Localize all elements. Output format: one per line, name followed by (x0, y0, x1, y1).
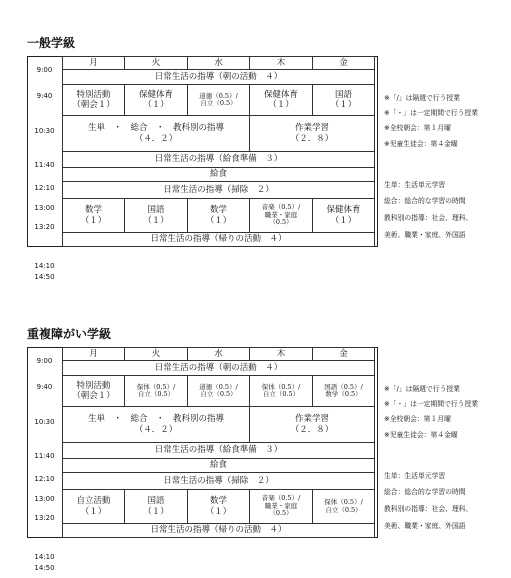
cell-line: 生単 ・ 総合 ・ 教科別の指導 (87, 123, 224, 134)
cell-line: （４．２） (134, 133, 178, 144)
note-line: ※「・」は一定期間で行う授業 (384, 400, 479, 408)
cell-line: 生単 ・ 総合 ・ 教科別の指導 (87, 414, 224, 425)
period5-row (63, 199, 375, 233)
cell-line: （１） (143, 100, 169, 110)
time-label: 9:00 (36, 357, 53, 365)
cell-line: 数学（0.5） (325, 390, 362, 398)
morning-activity-cell: 日常生活の指導（朝の活動 ４） (63, 70, 375, 85)
cell-line: 自立（0.5） (137, 390, 175, 398)
lunch-prep-cell: 日常生活の指導（給食準備 ３） (63, 443, 375, 459)
time-label: 11:40 (34, 452, 55, 460)
block-row (63, 116, 375, 152)
day-header: 金 (313, 348, 375, 361)
cleaning-cell: 日常生活の指導（掃除 ２） (63, 182, 375, 199)
cell-line: 数学 (84, 205, 102, 216)
cell-line: 保健体育 (326, 205, 361, 216)
day-header: 木 (250, 57, 313, 70)
abbreviation-note: 総合：総合的な学習の時間 (384, 197, 466, 205)
note-line: ※「/」は隔週で行う授業 (384, 94, 460, 102)
integrated-study-cell (63, 116, 250, 152)
cell-line: 自立（0.5） (262, 390, 300, 398)
work-study-cell (250, 116, 375, 152)
abbreviation-note: 美術、職業・家庭、外国語 (384, 231, 466, 239)
cell-line: 道徳（0.5）/ (199, 382, 238, 391)
time-label: 9:40 (36, 92, 53, 100)
period5-row (63, 490, 375, 524)
cell-line: （0.5） (269, 509, 293, 518)
going-home-row (63, 524, 375, 538)
cell-line: 作業学習 (294, 123, 329, 134)
cell-line: 道徳（0.5）/ (199, 91, 238, 100)
lunch-row (63, 168, 375, 182)
day-header: 水 (188, 57, 250, 70)
morning-activity-cell: 日常生活の指導（朝の活動 ４） (63, 361, 375, 376)
lunch-prep-cell: 日常生活の指導（給食準備 ３） (63, 152, 375, 168)
cell-line: （１） (143, 506, 169, 517)
period1-cell (250, 85, 313, 116)
period1-cell (250, 376, 313, 407)
day-header-row (63, 57, 375, 70)
day-header: 火 (125, 348, 188, 361)
cell-line: （朝会１） (72, 100, 115, 110)
period5-cell (125, 199, 188, 233)
timetable-grid (62, 56, 375, 247)
cell-line: 音楽（0.5）/ (261, 203, 301, 212)
cell-line: （１） (205, 215, 232, 226)
day-header: 金 (313, 57, 375, 70)
period1-cell (63, 85, 125, 116)
time-label: 13:20 (34, 223, 55, 231)
time-label: 14:50 (34, 273, 55, 281)
cell-line: （0.5） (269, 218, 293, 227)
cell-line: 自立活動 (76, 496, 111, 507)
time-label: 12:10 (34, 184, 55, 192)
time-label: 14:10 (34, 262, 55, 270)
cell-line: 特別活動 (76, 380, 111, 391)
note-line: ※全校朝会：第１月曜 (384, 124, 451, 132)
cell-line: 保体（0.5）/ (324, 498, 363, 507)
period1-cell (125, 376, 188, 407)
lunch-cell: 給食 (63, 168, 375, 182)
time-label: 13:20 (34, 514, 55, 522)
period1-row (63, 376, 375, 407)
time-label: 10:30 (34, 127, 55, 135)
abbreviation-note: 美術、職業・家庭、外国語 (384, 522, 466, 530)
abbreviation-note: 生単：生活単元学習 (384, 181, 446, 189)
period1-cell (188, 85, 250, 116)
period1-cell (188, 376, 250, 407)
period1-cell (313, 85, 375, 116)
lunch-prep-row (63, 443, 375, 459)
cleaning-row (63, 473, 375, 490)
time-label: 9:40 (36, 383, 53, 391)
block-row (63, 407, 375, 443)
period1-cell (125, 85, 188, 116)
lunch-prep-row (63, 152, 375, 168)
period1-cell (63, 376, 125, 407)
integrated-study-cell (63, 407, 250, 443)
day-header-row (63, 348, 375, 361)
period1-row (63, 85, 375, 116)
lunch-row (63, 459, 375, 473)
cell-line: 保健体育 (263, 89, 298, 100)
time-label: 13:00 (34, 495, 55, 503)
cell-line: （１） (80, 215, 107, 226)
day-header: 火 (125, 57, 188, 70)
cell-line: 国語 (334, 89, 352, 100)
day-header: 木 (250, 348, 313, 361)
day-header: 月 (63, 348, 125, 361)
abbreviation-note: 生単：生活単元学習 (384, 472, 446, 480)
cell-line: （２．８） (290, 424, 334, 435)
abbreviation-note: 教科別の指導：社会、理科、 (384, 214, 473, 222)
time-label: 10:30 (34, 418, 55, 426)
cell-line: 国語 (147, 496, 165, 507)
cell-line: （１） (268, 100, 294, 110)
cell-line: 保体（0.5）/ (136, 382, 176, 391)
cell-line: 職業・家庭 (264, 210, 298, 219)
period5-cell (250, 199, 313, 233)
time-label: 13:00 (34, 204, 55, 212)
abbreviation-note: 総合：総合的な学習の時間 (384, 488, 466, 496)
work-study-cell (250, 407, 375, 443)
cell-line: （１） (205, 506, 232, 517)
cell-line: 国語 (147, 205, 165, 216)
timetable-grid (62, 347, 375, 538)
cell-line: （４．２） (134, 424, 178, 435)
cell-line: 自立（0.5） (200, 390, 237, 398)
period5-cell (63, 490, 125, 524)
cell-line: （朝会１） (72, 391, 115, 401)
cleaning-cell: 日常生活の指導（掃除 ２） (63, 473, 375, 490)
cell-line: 国語（0.5）/ (324, 382, 363, 391)
morning-row (63, 70, 375, 85)
cell-line: 職業・家庭 (264, 501, 298, 510)
note-line: ※「/」は隔週で行う授業 (384, 385, 460, 393)
day-header: 水 (188, 348, 250, 361)
lunch-cell: 給食 (63, 459, 375, 473)
time-label: 12:10 (34, 475, 55, 483)
going-home-cell: 日常生活の指導（帰りの活動 ４） (63, 524, 375, 538)
cell-line: （１） (330, 100, 357, 110)
period5-cell (63, 199, 125, 233)
period5-cell (188, 199, 250, 233)
cell-line: 作業学習 (294, 414, 329, 425)
abbreviation-note: 教科別の指導：社会、理科、 (384, 505, 473, 513)
period1-cell (313, 376, 375, 407)
cell-line: 特別活動 (76, 89, 111, 100)
cell-line: 保体（0.5）/ (261, 382, 301, 391)
note-line: ※児童生徒会：第４金曜 (384, 140, 458, 148)
period5-cell (125, 490, 188, 524)
cell-line: 数学 (209, 496, 227, 507)
cell-line: （１） (143, 215, 169, 226)
day-header: 月 (63, 57, 125, 70)
time-label: 14:50 (34, 564, 55, 572)
time-label: 14:10 (34, 553, 55, 561)
note-line: ※「・」は一定期間で行う授業 (384, 109, 479, 117)
cell-line: 保健体育 (138, 89, 173, 100)
going-home-cell: 日常生活の指導（帰りの活動 ４） (63, 233, 375, 247)
cell-line: （１） (330, 215, 357, 226)
cell-line: 自立（0.5） (200, 99, 237, 107)
cell-line: （２．８） (290, 133, 334, 144)
going-home-row (63, 233, 375, 247)
period5-cell (188, 490, 250, 524)
section-title: 重複障がい学級 (27, 327, 112, 341)
time-label: 9:00 (36, 66, 53, 74)
cell-line: 音楽（0.5）/ (261, 494, 301, 503)
note-line: ※全校朝会：第１月曜 (384, 415, 451, 423)
cleaning-row (63, 182, 375, 199)
note-line: ※児童生徒会：第４金曜 (384, 431, 458, 439)
morning-row (63, 361, 375, 376)
period5-cell (313, 199, 375, 233)
section-title: 一般学級 (27, 36, 76, 50)
time-label: 11:40 (34, 161, 55, 169)
cell-line: 自立（0.5） (325, 505, 362, 514)
cell-line: 数学 (209, 205, 227, 216)
period5-cell (250, 490, 313, 524)
period5-cell (313, 490, 375, 524)
cell-line: （１） (80, 506, 107, 517)
